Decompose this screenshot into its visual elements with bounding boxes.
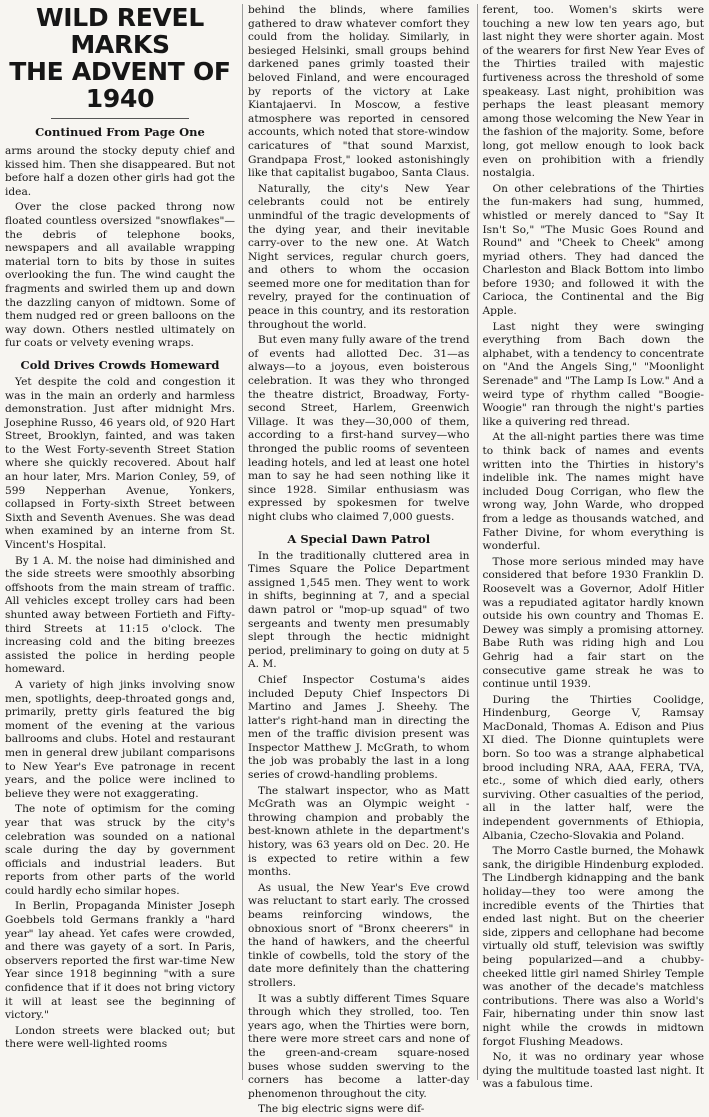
- paragraph: In the traditionally cluttered area in Times Square the Police Department assigned 1,545 men. They went to work in shifts, beginning at 7, and a special dawn patrol or "mop-up squad" of two sergeants and twenty men presumably slept through the hectic midnight period, preliminary to going on duty at 5 A. M.: [248, 549, 470, 671]
- paragraph: arms around the stocky deputy chief and kissed him. Then she disappeared. But not before half a dozen other girls had got the idea.: [5, 145, 235, 198]
- column-2: [242, 4, 470, 1116]
- paragraph: A variety of high jinks involving snow men, spotlights, deep-throated gongs and, primarily, pretty girls featured the big moment of the evening at the various ballrooms and clubs. Hotel and restaurant men in general drew jubilant comparisons to New Year's Eve patronage in recent years, and the police were inclined to believe they were not exaggerating.: [5, 678, 235, 800]
- paragraph: The Morro Castle burned, the Mohawk sank, the dirigible Hindenburg exploded. The Lindbergh kidnapping and the bank holiday—they too were among the incredible events of the Thirties that ended last night. But on the cheerier side, zippers and cellophane had become virtually old stuff, television was swiftly being popularized—and a chubby-cheeked little girl named Shirley Temple was another of the decade's matchless contributions. There was also a World's Fair, hibernating under thin snow last night while the crowds in midtown forgot Flushing Meadows.: [482, 845, 704, 1048]
- paragraph: Naturally, the city's New Year celebrants could not be entirely unmindful of the tragic developments of the dying year, and their inevitable carry-over to the new one. At Watch Night services, regular church goers, and others to whom the occasion seemed more one for meditation than for revelry, prayed for the continuation of peace in this country, and its restoration throughout the world.: [248, 182, 470, 331]
- continued-note: Continued From Page One: [35, 125, 205, 139]
- paragraph: It was a subtly different Times Square through which they strolled, too. Ten years ago, when the Thirties were born, there were more street cars and none of the green-and-cream square-nosed buses whose sudden swerving to the corners has become a latter-day phenomenon throughout the city.: [248, 992, 470, 1100]
- paragraph: ferent, too. Women's skirts were touching a new low ten years ago, but last night they were shorter again. Most of the wearers for first New Year Eves of the Thirties trailed with majestic furtiveness across the threshold of some speakeasy. Last night, prohibition was perhaps the least pleasant memory among those welcoming the New Year in the fashion of the majority. Some, before long, got mellow enough to look back even on prohibition with a friendly nostalgia.: [482, 4, 704, 180]
- paragraph: Over the close packed throng now floated countless oversized "snowflakes"—the debris of telephone books, newspapers and all available wrapping material torn to bits by those in suites overlooking the fun. The wind caught the fragments and swirled them up and down the dazzling canyon of midtown. Some of them nudged red or green balloons on the way down. Others nestled ultimately on fur coats or velvety evening wraps.: [5, 201, 235, 350]
- paragraph: As usual, the New Year's Eve crowd was reluctant to start early. The crossed beams reinforcing windows, the obnoxious snort of "Bronx cheerers" in the hand of hawkers, and the cheerful tinkle of cowbells, told the story of the date more definitely than the chattering strollers.: [248, 881, 470, 989]
- paragraph: behind the blinds, where families gathered to draw whatever comfort they could from the holiday. Similarly, in besieged Helsinki, small groups behind darkened panes grimly toasted their beloved Finland, and were encouraged by reports of the victory at Lake Kiantajaervi. In Moscow, a festive atmosphere was reported in censored accounts, which noted that store-window caricatures of "that sound Marxist, Grandpapa Frost," looked astonishingly like that capitalist bugaboo, Santa Claus.: [248, 4, 470, 180]
- paragraph: During the Thirties Coolidge, Hindenburg, George V, Ramsay MacDonald, Thomas A. Edison and Pius XI died. The Dionne quintuplets were born. So too was a strange alphabetical brood including NRA, AAA, FERA, TVA, etc., some of which died early, others surviving. Other casualties of the period, all in the latter half, were the independent governments of Ethiopia, Albania, Czecho-Slovakia and Poland.: [482, 693, 704, 842]
- paragraph: Those more serious minded may have considered that before 1930 Franklin D. Roosevelt was a Governor, Adolf Hitler was a repudiated agitator hardly known outside his own country and Thomas E. Dewey was simply a promising attorney. Babe Ruth was riding high and Lou Gehrig had a fair start on the consecutive game streak he was to continue until 1939.: [482, 555, 704, 691]
- headline-rule: [51, 118, 189, 119]
- paragraph: In Berlin, Propaganda Minister Joseph Goebbels told Germans frankly a "hard year" lay ahead. Yet cafes were crowded, and there was gayety of a sort. In Paris, observers reported the first war-time New Year since 1918 beginning "with a sure confidence that if it does not bring victory it will at least see the beginning of victory.": [5, 900, 235, 1022]
- subhead-cold-drives: Cold Drives Crowds Homeward: [20, 357, 220, 372]
- paragraph: Chief Inspector Costuma's aides included Deputy Chief Inspectors Di Martino and James J. Sheehy. The latter's right-hand man in directing the men of the traffic division present was Inspector Matthew J. McGrath, to whom the job was probably the last in a long series of crowd-handling problems.: [248, 673, 470, 782]
- paragraph: The note of optimism for the coming year that was struck by the city's celebration was sounded on a national scale during the day by government officials and industrial leaders. But reports from other parts of the world could hardly echo similar hopes.: [5, 803, 235, 897]
- paragraph: But even many fully aware of the trend of events had allotted Dec. 31—as always—to a joyous, even boisterous celebration. It was they who thronged the theatre district, Broadway, Forty-second Street, Harlem, Greenwich Village. It was they—30,000 of them, according to a first-hand survey—who thronged the public rooms of seventeen leading hotels, and led at least one hotel man to say he had seen nothing like it since 1928. Similar enthusiasm was expressed by spokesmen for twelve night clubs who claimed 7,000 guests.: [248, 334, 470, 523]
- column-3: [477, 4, 705, 1091]
- column-1: [5, 4, 235, 1080]
- paragraph: The big electric signs were dif-: [258, 1103, 425, 1116]
- headline: [5, 4, 235, 112]
- paragraph: On other celebrations of the Thirties the fun-makers had sung, hummed, whistled or merely danced to "Say It Isn't So," "The Music Goes Round and Round" and "Cheek to Cheek" among myriad others. They had danced the Charleston and Black Bottom into limbo before 1930; and followed it with the Carioca, the Continental and the Big Apple.: [482, 182, 704, 318]
- headline-line-2: THE ADVENT OF 1940: [9, 57, 231, 113]
- subhead-dawn-patrol: A Special Dawn Patrol: [287, 531, 431, 546]
- paragraph: By 1 A. M. the noise had diminished and the side streets were smoothly absorbing offshoots from the main stream of traffic. All vehicles except trolley cars had been shunted away between Fortieth and Fifty-third Streets at 11:15 o'clock. The increasing cold and the biting breezes assisted the police in herding people homeward.: [5, 554, 235, 676]
- paragraph: The stalwart inspector, who as Matt McGrath was an Olympic weight - throwing champion and probably the best-known athlete in the department's history, was 63 years old on Dec. 20. He is expected to retire within a few months.: [248, 784, 470, 879]
- headline-line-1: WILD REVEL MARKS: [36, 3, 204, 59]
- paragraph: Last night they were swinging everything from Bach down the alphabet, with a tendency to concentrate on "And the Angels Sing," "Moonlight Serenade" and "The Lamp Is Low." And a weird type of rhythm called "Boogie-Woogie" ran through the night's parties like a quivering red thread.: [482, 320, 704, 428]
- paragraph: Yet despite the cold and congestion it was in the main an orderly and harmless demonstration. Just after midnight Mrs. Josephine Russo, 46 years old, of 920 Hart Street, Brooklyn, fainted, and was taken to the West Forty-seventh Street Station where she quickly recovered. About half an hour later, Mrs. Marion Conley, 59, of 599 Nepperhan Avenue, Yonkers, collapsed in Forty-sixth Street between Sixth and Seventh Avenues. She was dead when examined by an interne from St. Vincent's Hospital.: [5, 375, 235, 552]
- paragraph: At the all-night parties there was time to think back of names and events written into the Thirties in history's indelible ink. The names might have included Doug Corrigan, who flew the wrong way, John Warde, who dropped from a ledge as thousands watched, and Father Divine, for whom everything is wonderful.: [482, 431, 704, 553]
- paragraph: London streets were blacked out; but there were well-lighted rooms: [5, 1024, 235, 1051]
- paragraph: No, it was no ordinary year whose dying the multitude toasted last night. It was a fabulous time.: [482, 1051, 704, 1091]
